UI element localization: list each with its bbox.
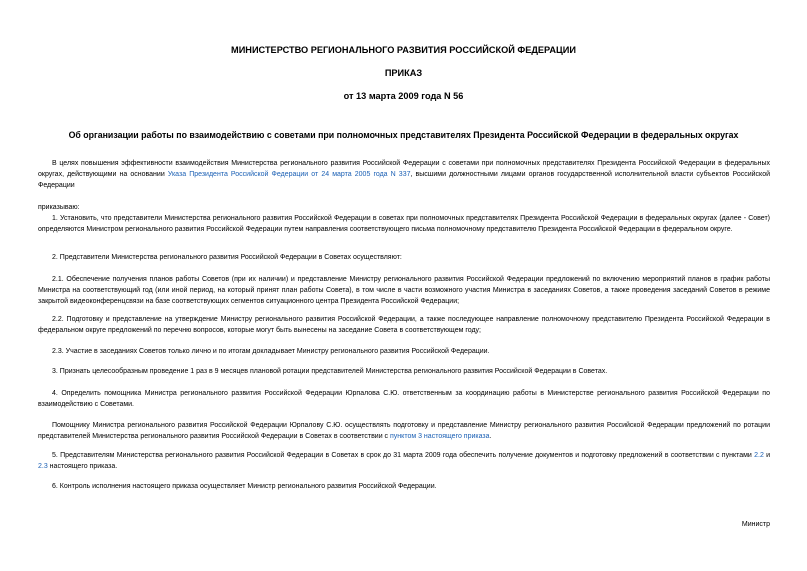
item-4: 4. Определить помощника Министра регионального развития Российской Федерации Юрпалова С.Ю. ответственным за координацию работы в Министерстве регионального развития Российской Федерации по взаимодействию с Советами. xyxy=(38,390,770,409)
point-3-link[interactable]: пунктом 3 настоящего приказа xyxy=(390,433,490,441)
signature-title: Министр xyxy=(741,521,770,528)
item-4b-text-start: Помощнику Министра регионального развития Российской Федерации Юрпалову С.Ю. осуществлять подготовку и представление Министру регионального развития Российской Федерации предложений по ротации представителей Министерства регионального развития Российской Федерации в Советах в соответствии с xyxy=(38,422,770,441)
item-2-3: 2.3. Участие в заседаниях Советов только лично и по итогам докладывает Министру регионального развития Российской Федерации. xyxy=(52,348,490,355)
item-5-text-start: 5. Представителям Министерства регионального развития Российской Федерации в Советах в срок до 31 марта 2009 года обеспечить получение документов и подготовку предложений в соответствии с пунктами xyxy=(52,452,755,459)
item-4-second-paragraph xyxy=(38,420,770,442)
point-2-3-link[interactable]: 2.3 xyxy=(38,463,48,471)
item-5-text-mid: и xyxy=(763,452,771,459)
item-3: 3. Признать целесообразным проведение 1 раз в 9 месяцев плановой ротации представителей Министерства регионального развития Российской Федерации в Советах. xyxy=(52,368,608,375)
item-4b-text-end: . xyxy=(489,433,492,441)
preamble xyxy=(38,158,770,192)
preamble-text-start: В целях повышения эффективности взаимодействия Министерства регионального развития Российской Федерации с советами при полномочных представителях Президента Российской Федерации в федеральных округах, действующими на основании xyxy=(38,160,770,179)
item-2-2: 2.2. Подготовку и представление на утверждение Министру регионального развития Российской Федерации, а также последующее направление полномочному представителю Президента Российской Федерации в федеральном округе предложений по перечню вопросов, которые могут быть вынесены на заседание Совета в соответствующем году; xyxy=(38,316,770,335)
point-2-2-link[interactable]: 2.2 xyxy=(754,452,764,459)
document-type: ПРИКАЗ xyxy=(384,68,423,78)
ministry-name: МИНИСТЕРСТВО РЕГИОНАЛЬНОГО РАЗВИТИЯ РОССИЙСКОЙ ФЕДЕРАЦИИ xyxy=(231,45,576,55)
document-date-number: от 13 марта 2009 года N 56 xyxy=(343,91,464,101)
prikazyvayu-label: приказываю: xyxy=(38,204,80,211)
item-5 xyxy=(38,450,770,472)
item-2-1: 2.1. Обеспечение получения планов работы Советов (при их наличии) и представление Министру регионального развития Российской Федерации предложений по включению мероприятий планов в график работы Министра на соответствующий год (или иной период, на который принят план работы Совета), в том числе в части возможного участия Министра в заседаниях Советов, а также проведения заседаний Советов в режиме закрытой видеоконференцсвязи на базе соответствующих сегментов ситуационного центра Президента Российской Федерации; xyxy=(38,276,770,306)
item-5-text-end: настоящего приказа. xyxy=(47,463,118,471)
item-2: 2. Представители Министерства регионального развития Российской Федерации в Советах осуществляют: xyxy=(52,254,402,261)
item-6: 6. Контроль исполнения настоящего приказа осуществляет Министр регионального развития Российской Федерации. xyxy=(52,483,437,490)
item-1: 1. Установить, что представители Министерства регионального развития Российской Федерации в советах при полномочных представителях Президента Российской Федерации в федеральных округах (далее - Совет) определяются Министром регионального развития Российской Федерации путем направления соответствующего письма полномочному представителю Президента Российской Федерации в федеральном округе. xyxy=(38,215,770,234)
decree-link[interactable]: Указа Президента Российской Федерации от 24 марта 2005 года N 337 xyxy=(167,171,411,179)
preamble-text-end: , высшими должностными лицами органов государственной исполнительной власти субъектов Российской Федерации xyxy=(38,171,771,190)
document-title: Об организации работы по взаимодействию с советами при полномочных представителях Президента Российской Федерации в федеральных округах xyxy=(68,130,739,140)
